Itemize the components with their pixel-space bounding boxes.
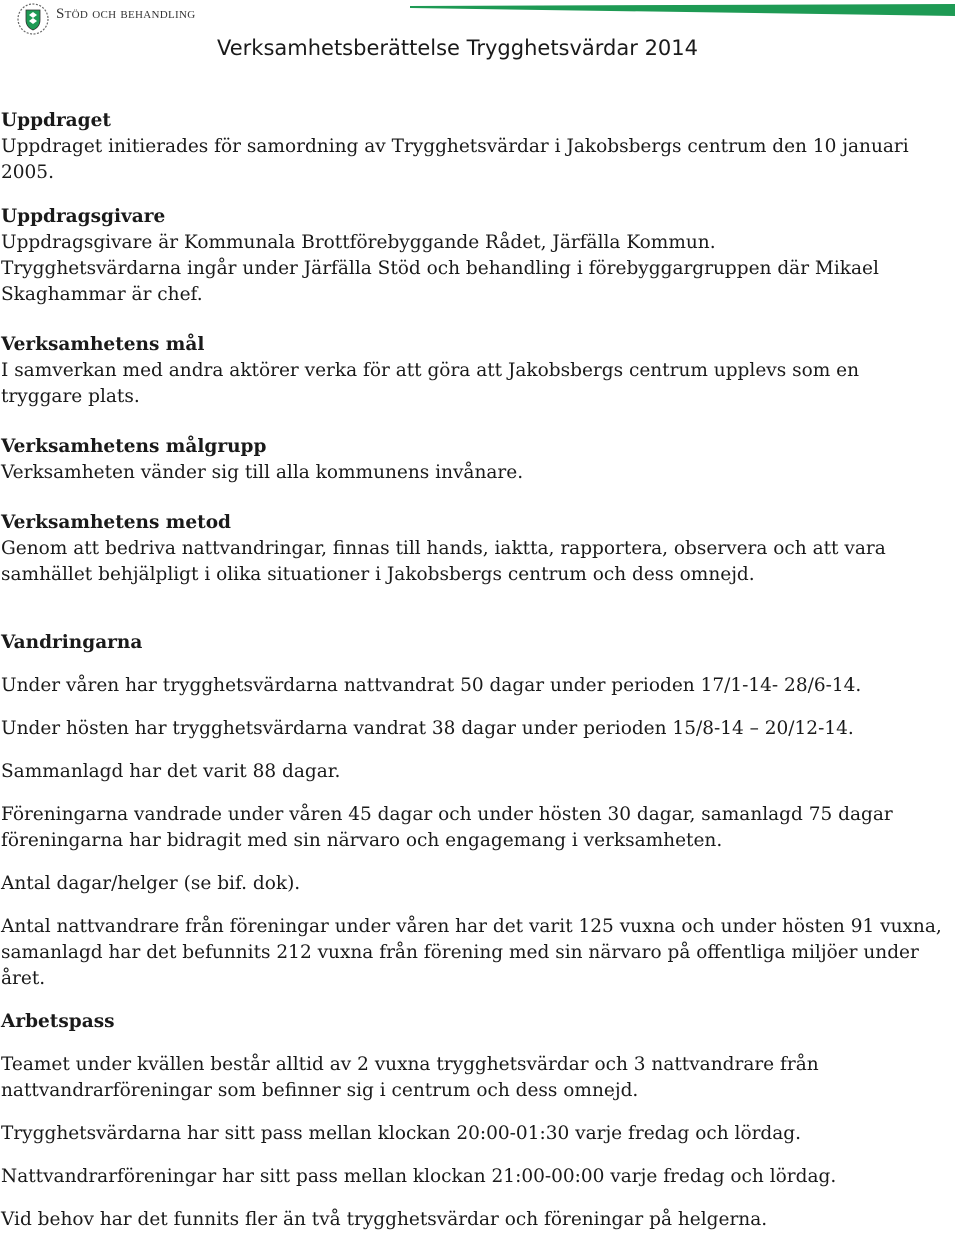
paragraph: Antal dagar/helger (se bif. dok). [1,873,301,894]
section-vandringarna [1,630,946,992]
section-arbetspass [1,1009,946,1233]
section-text: I samverkan med andra aktörer verka för att göra att Jakobsbergs centrum upplevs som en tryggare plats. [1,360,860,407]
section-metod [1,510,946,588]
section-heading: Verksamhetens målgrupp [1,436,267,457]
paragraph: Under hösten har trygghetsvärdarna vandrat 38 dagar under perioden 15/8-14 – 20/12-14. [1,718,854,739]
kommun-logo-icon [16,2,50,36]
section-text: Genom att bedriva nattvandringar, finnas till hands, iaktta, rapportera, observera och att vara samhället behjälpligt i olika situationer i Jakobsbergs centrum och dess omnejd. [1,538,886,585]
section-heading: Vandringarna [1,632,143,653]
section-heading: Verksamhetens metod [1,512,231,533]
paragraph: Vid behov har det funnits fler än två trygghetsvärdar och föreningar på helgerna. [1,1209,768,1230]
page-title: Verksamhetsberättelse Trygghetsvärdar 2014 [217,36,699,60]
section-mal [1,332,946,410]
page-header [0,0,960,40]
section-text: Uppdraget initierades för samordning av Trygghetsvärdar i Jakobsbergs centrum den 10 januari 2005. [1,136,909,183]
paragraph: Trygghetsvärdarna har sitt pass mellan klockan 20:00-01:30 varje fredag och lördag. [1,1123,802,1144]
org-name: Stöd och behandling [56,6,196,22]
section-heading: Uppdraget [1,110,111,131]
section-text: Trygghetsvärdarna ingår under Järfälla Stöd och behandling i förebyggargruppen där Mikael Skaghammar är chef. [1,258,879,305]
section-text: Verksamheten vänder sig till alla kommunens invånare. [1,462,524,483]
paragraph: Föreningarna vandrade under våren 45 dagar och under hösten 30 dagar, samanlagd 75 dagar föreningarna har bidragit med sin närvaro och engagemang i verksamheten. [1,804,893,851]
section-uppdraget [1,108,946,186]
header-accent-bar [410,4,955,16]
section-uppdragsgivare [1,204,946,308]
paragraph: Antal nattvandrare från föreningar under våren har det varit 125 vuxna och under hösten 91 vuxna, samanlagd har det befunnits 212 vuxna från förening med sin närvaro på offentliga miljöer under året. [1,916,942,989]
paragraph: Sammanlagd har det varit 88 dagar. [1,761,341,782]
section-text: Uppdragsgivare är Kommunala Brottförebyggande Rådet, Järfälla Kommun. [1,232,716,253]
paragraph: Teamet under kvällen består alltid av 2 vuxna trygghetsvärdar och 3 nattvandrare från nattvandrarföreningar som befinner sig i centrum och dess omnejd. [1,1054,819,1101]
section-heading: Uppdragsgivare [1,206,166,227]
section-heading: Verksamhetens mål [1,334,205,355]
document-body [1,108,946,1250]
paragraph: Nattvandrarföreningar har sitt pass mellan klockan 21:00-00:00 varje fredag och lördag. [1,1166,837,1187]
section-malgrupp [1,434,946,486]
paragraph: Under våren har trygghetsvärdarna nattvandrat 50 dagar under perioden 17/1-14- 28/6-14. [1,675,862,696]
section-heading: Arbetspass [1,1011,115,1032]
